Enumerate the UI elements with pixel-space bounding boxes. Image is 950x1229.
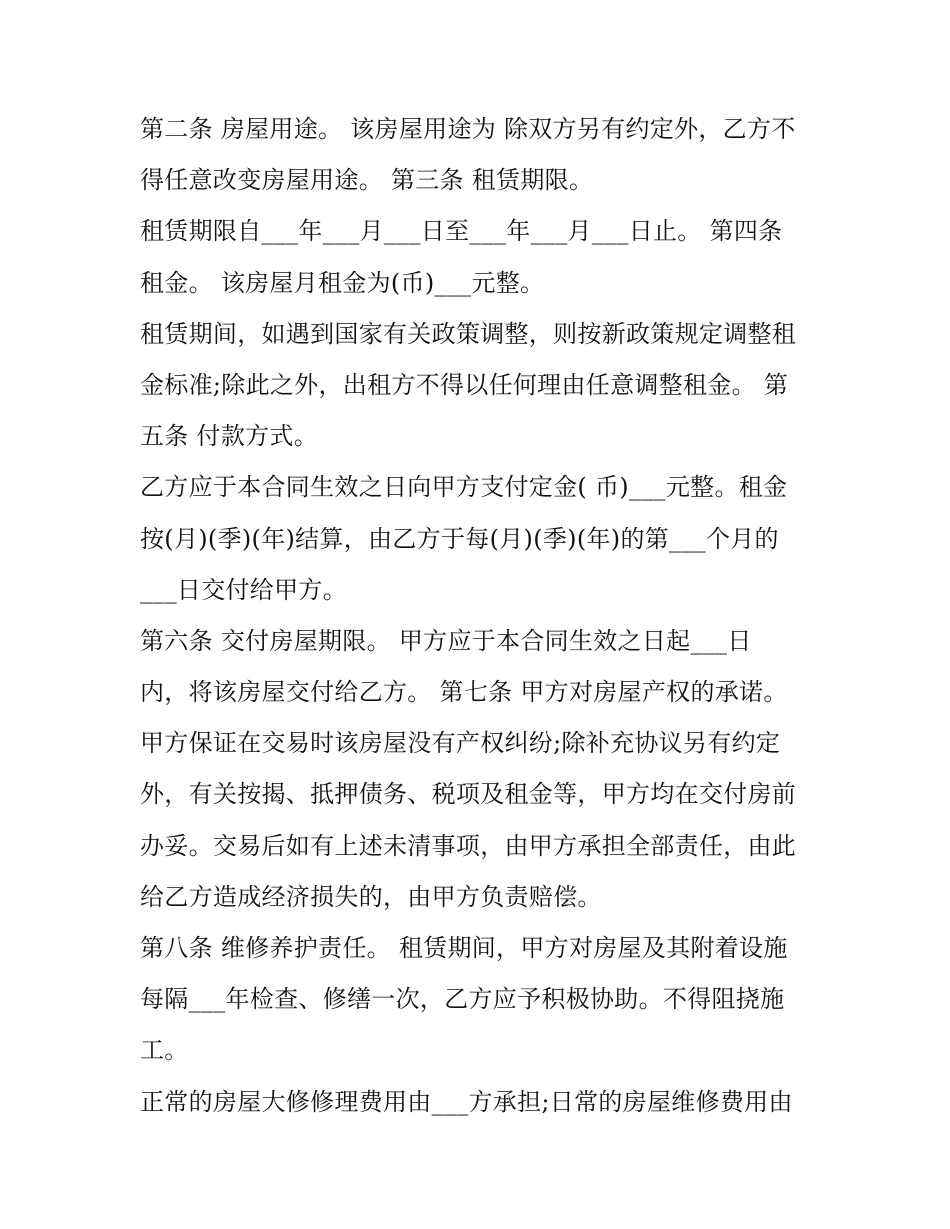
text-line: 租金。 该房屋月租金为(币)___元整。 bbox=[140, 268, 545, 297]
text-line: 乙方应于本合同生效之日向甲方支付定金( 币)___元整。租金 bbox=[140, 473, 788, 502]
text-line: 第二条 房屋用途。 该房屋用途为 除双方另有约定外，乙方不 bbox=[140, 115, 796, 143]
contract-text-body bbox=[140, 104, 820, 1128]
text-line: 金标准;除此之外，出租方不得以任何理由任意调整租金。 第 bbox=[140, 370, 789, 399]
text-line: 正常的房屋大修修理费用由___方承担;日常的房屋维修费用由 bbox=[140, 1087, 793, 1116]
text-line: 得任意改变房屋用途。 第三条 租赁期限。 bbox=[140, 166, 594, 195]
text-line: 第六条 交付房屋期限。 甲方应于本合同生效之日起___日 bbox=[140, 626, 752, 655]
text-line: 外，有关按揭、抵押债务、税项及租金等，甲方均在交付房前 bbox=[140, 780, 797, 809]
text-line: 租赁期限自___年___月___日至___年___月___日止。 第四条 bbox=[140, 217, 783, 246]
text-line: 给乙方造成经济损失的，由甲方负责赔偿。 bbox=[140, 882, 602, 911]
text-line: 甲方保证在交易时该房屋没有产权纠纷;除补充协议另有约定 bbox=[140, 729, 781, 758]
text-line: 每隔___年检查、修缮一次，乙方应予积极协助。不得阻挠施 bbox=[140, 985, 785, 1014]
text-line: 五条 付款方式。 bbox=[140, 422, 319, 451]
text-line: 按(月)(季)(年)结算，由乙方于每(月)(季)(年)的第___个月的 bbox=[140, 524, 779, 553]
text-line: 内，将该房屋交付给乙方。 第七条 甲方对房屋产权的承诺。 bbox=[140, 678, 788, 707]
text-line: 租赁期间，如遇到国家有关政策调整，则按新政策规定调整租 bbox=[140, 319, 797, 348]
text-line: 第八条 维修养护责任。 租赁期间，甲方对房屋及其附着设施 bbox=[140, 934, 788, 962]
text-line: 办妥。交易后如有上述未清事项，由甲方承担全部责任，由此 bbox=[140, 831, 797, 860]
text-line: ___日交付给甲方。 bbox=[140, 575, 347, 604]
text-line: 工。 bbox=[140, 1036, 189, 1065]
